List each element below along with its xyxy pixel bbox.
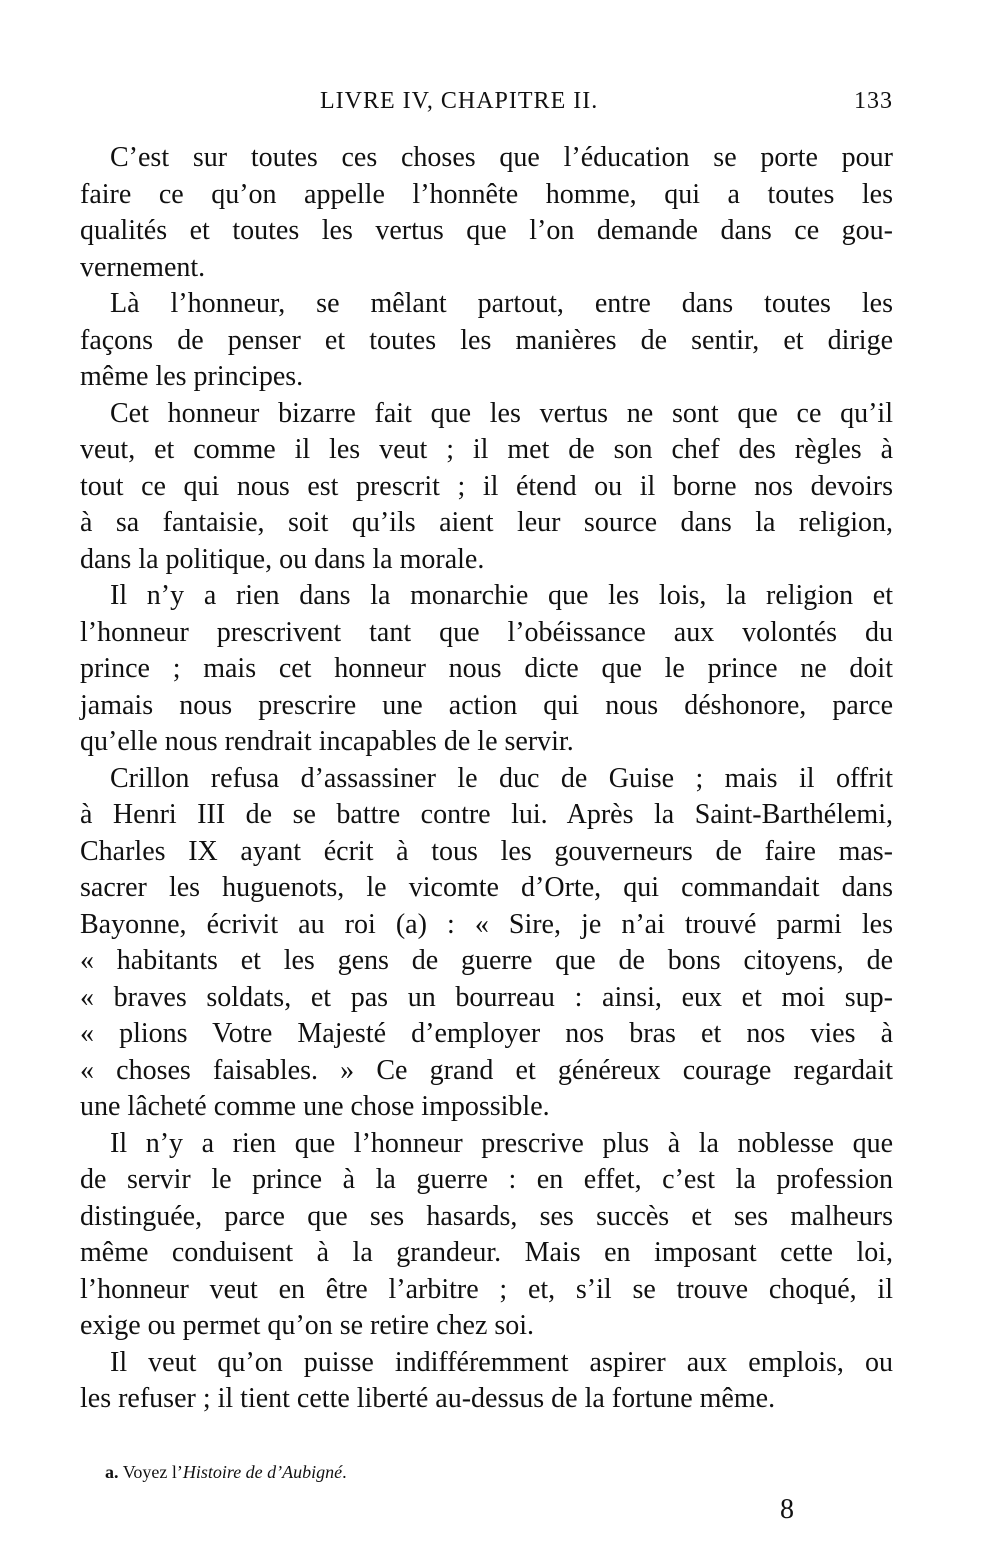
text-line: qualités et toutes les vertus que l’on demande dans ce gou- [80,215,893,246]
text-line: Il veut qu’on puisse indifféremment aspirer aux emplois, ou [110,1346,893,1378]
paragraph [80,1345,893,1418]
paragraph [80,286,893,396]
text-line: vernement. [80,251,206,283]
text-line: dans la politique, ou dans la morale. [80,543,485,575]
text-line: exige ou permet qu’on se retire chez soi. [80,1310,535,1341]
text-line: l’honneur veut en être l’arbitre ; et, s’il se trouve choqué, il [80,1273,893,1305]
text-line: à Henri III de se battre contre lui. Après la Saint-Barthélemi, [80,799,893,830]
running-title: LIVRE IV, CHAPITRE II. [320,88,599,114]
footnote-title: Histoire de d’Aubigné [182,1462,343,1482]
page-number: 133 [854,88,893,114]
text-line: l’honneur prescrivent tant que l’obéissance aux volontés du [80,616,893,648]
text-line: Là l’honneur, se mêlant partout, entre dans toutes les [110,288,893,319]
text-line: une lâcheté comme une chose impossible. [80,1091,550,1122]
text-line: « habitants et les gens de guerre que de bons citoyens, de [80,945,893,976]
text-line: tout ce qui nous est prescrit ; il étend ou il borne nos devoirs [80,470,893,502]
signature-mark: 8 [780,1494,794,1525]
text-line: distinguée, parce que ses hasards, ses succès et ses malheurs [80,1200,893,1232]
text-line: Charles IX ayant écrit à tous les gouverneurs de faire mas- [80,835,893,867]
text-line: Crillon refusa d’assassiner le duc de Guise ; mais il offrit [110,762,893,794]
footnote-prefix: Voyez l’ [122,1462,183,1482]
text-line: les refuser ; il tient cette liberté au-dessus de la fortune même. [80,1383,776,1414]
text-line: qu’elle nous rendrait incapables de le servir. [80,726,574,757]
paragraph [80,396,893,579]
paragraph [80,761,893,1126]
text-line: veut, et comme il les veut ; il met de son chef des règles à [80,434,893,465]
footnote-suffix: . [342,1462,347,1482]
text-line: C’est sur toutes ces choses que l’éducation se porte pour [110,142,893,173]
running-header [80,88,893,122]
text-line: Il n’y a rien que l’honneur prescrive plus à la noblesse que [110,1127,893,1159]
text-line: Bayonne, écrivit au roi (a) : « Sire, je n’ai trouvé parmi les [80,908,893,940]
text-line: de servir le prince à la guerre : en effet, c’est la profession [80,1164,893,1195]
text-line: « plions Votre Majesté d’employer nos bras et nos vies à [80,1018,893,1049]
text-line: même les principes. [80,361,304,392]
paragraph [80,1126,893,1345]
text-line: jamais nous prescrire une action qui nous déshonore, parce [80,689,893,721]
text-line: Il n’y a rien dans la monarchie que les lois, la religion et [110,580,893,611]
text-line: à sa fantaisie, soit qu’ils aient leur source dans la religion, [80,507,893,538]
body-text [80,140,893,1418]
text-line: prince ; mais cet honneur nous dicte que le prince ne doit [80,653,893,684]
text-line: Cet honneur bizarre fait que les vertus ne sont que ce qu’il [110,397,893,429]
text-line: même conduisent à la grandeur. Mais en imposant cette loi, [80,1237,893,1268]
text-line: faire ce qu’on appelle l’honnête homme, qui a toutes les [80,178,893,210]
footnote [105,1462,347,1483]
paragraph [80,578,893,761]
text-line: sacrer les huguenots, le vicomte d’Orte, qui commandait dans [80,872,893,903]
text-line: « choses faisables. » Ce grand et généreux courage regardait [80,1054,893,1086]
paragraph [80,140,893,286]
footnote-marker: a. [105,1462,119,1482]
text-line: « braves soldats, et pas un bourreau : ainsi, eux et moi sup- [80,981,893,1013]
text-line: façons de penser et toutes les manières de sentir, et dirige [80,324,893,356]
